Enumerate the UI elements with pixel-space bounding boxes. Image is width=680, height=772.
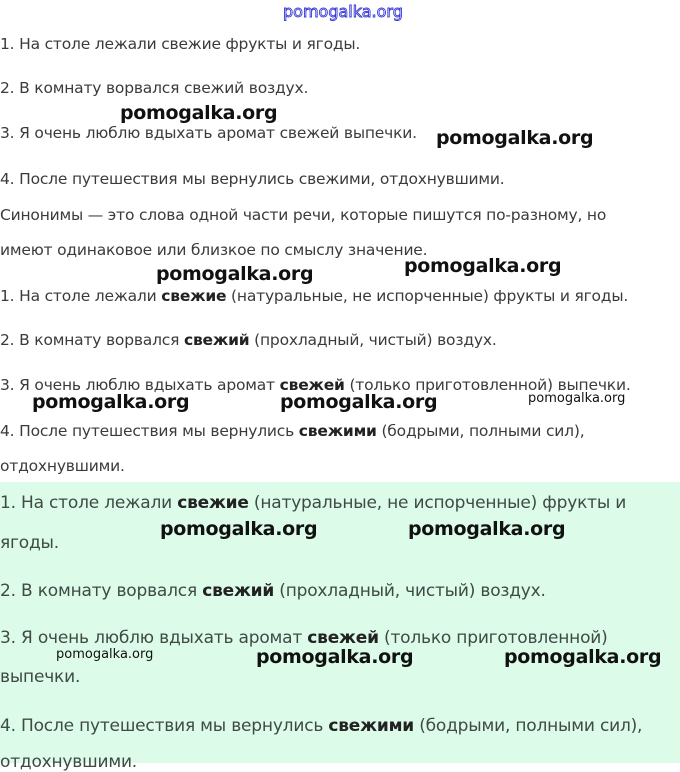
watermark-text: pomogalka.org (56, 647, 154, 662)
highlight-word: свежей (307, 628, 379, 648)
synonym-sentence-4: 4. После путешествия мы вернулись свежими (бодрыми, полными сил), (0, 422, 585, 440)
highlight-word: свежей (279, 376, 345, 394)
watermark-text: pomogalka.org (160, 518, 318, 540)
highlight-word: свежий (202, 581, 275, 601)
highlight-word: свежий (183, 331, 250, 349)
answer-sentence-1-continuation: ягоды. (0, 533, 59, 553)
watermark-text: pomogalka.org (256, 646, 414, 668)
watermark-text: pomogalka.org (504, 646, 662, 668)
watermark-text: pomogalka.org (436, 127, 594, 149)
example-sentence-4: 4. После путешествия мы вернулись свежими, отдохнувшими. (0, 170, 505, 188)
synonym-sentence-3: 3. Я очень люблю вдыхать аромат свежей (только приготовленной) выпечки. (0, 376, 631, 394)
example-sentence-3: 3. Я очень люблю вдыхать аромат свежей выпечки. (0, 124, 417, 142)
synonym-sentence-1: 1. На столе лежали свежие (натуральные, не испорченные) фрукты и ягоды. (0, 287, 629, 305)
synonym-sentence-2: 2. В комнату ворвался свежий (прохладный, чистый) воздух. (0, 331, 497, 349)
definition-line-1: Синонимы — это слова одной части речи, которые пишутся по-разному, но (0, 206, 607, 224)
watermark-text: pomogalka.org (120, 102, 278, 124)
watermark-text: pomogalka.org (528, 391, 626, 406)
highlight-word: свежие (161, 287, 227, 305)
highlight-word: свежими (328, 716, 414, 736)
synonym-sentence-4-continuation: отдохнувшими. (0, 457, 125, 475)
answer-sentence-4-continuation: отдохнувшими. (0, 752, 137, 772)
answer-sentence-1: 1. На столе лежали свежие (натуральные, не испорченные) фрукты и (0, 493, 627, 513)
answer-sentence-3-continuation: выпечки. (0, 667, 81, 687)
watermark-text: pomogalka.org (280, 391, 438, 413)
answer-sentence-2: 2. В комнату ворвался свежий (прохладный, чистый) воздух. (0, 581, 546, 601)
watermark-text: pomogalka.org (283, 2, 403, 21)
highlight-word: свежими (298, 422, 377, 440)
watermark-text: pomogalka.org (404, 255, 562, 277)
answer-sentence-3: 3. Я очень люблю вдыхать аромат свежей (только приготовленной) (0, 628, 608, 648)
definition-line-2: имеют одинаковое или близкое по смыслу значение. (0, 241, 428, 259)
example-sentence-2: 2. В комнату ворвался свежий воздух. (0, 79, 309, 97)
watermark-text: pomogalka.org (156, 263, 314, 285)
answer-sentence-4: 4. После путешествия мы вернулись свежими (бодрыми, полными сил), (0, 716, 643, 736)
example-sentence-1: 1. На столе лежали свежие фрукты и ягоды. (0, 35, 361, 53)
highlight-word: свежие (177, 493, 249, 513)
watermark-text: pomogalka.org (408, 518, 566, 540)
watermark-text: pomogalka.org (32, 391, 190, 413)
